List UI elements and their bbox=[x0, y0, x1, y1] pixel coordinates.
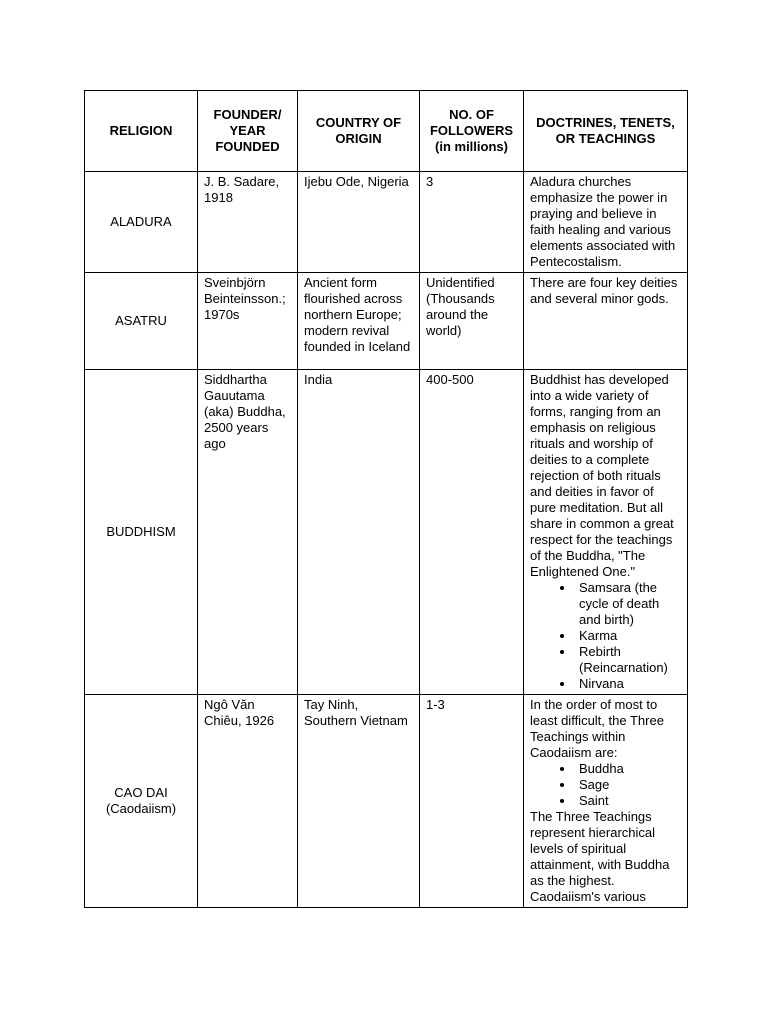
founder-cell: Siddhartha Gauutama (aka) Buddha, 2500 years ago bbox=[198, 370, 298, 695]
religion-cell: BUDDHISM bbox=[85, 370, 198, 695]
header-row bbox=[85, 91, 688, 172]
founder-cell: Sveinbjörn Beinteinsson.; 1970s bbox=[198, 273, 298, 370]
table-row bbox=[85, 172, 688, 273]
doctrines-text: In the order of most to least difficult, the Three Teachings within Caodaiism are: bbox=[530, 697, 664, 760]
doctrines-text: Buddhist has developed into a wide variety of forms, ranging from an emphasis on religious rituals and worship of deities to a complete rejection of both rituals and deities in favor of pure meditation. But all share in common a great respect for the teachings of the Buddha, "The Enlightened One." bbox=[530, 372, 674, 579]
followers-cell: Unidentified (Thousands around the world) bbox=[420, 273, 524, 370]
header-doctrines: DOCTRINES, TENETS, OR TEACHINGS bbox=[524, 91, 688, 172]
doctrines-cell: There are four key deities and several minor gods. bbox=[524, 273, 688, 370]
doctrines-cell: Aladura churches emphasize the power in praying and believe in faith healing and various elements associated with Pentecostalism. bbox=[524, 172, 688, 273]
header-founder: FOUNDER/ YEAR FOUNDED bbox=[198, 91, 298, 172]
religion-subname: (Caodaiism) bbox=[105, 801, 177, 816]
doctrines-text-continued: The Three Teachings represent hierarchical levels of spiritual attainment, with Buddha as the highest. Caodaiism's various bbox=[530, 809, 670, 904]
country-cell: Ancient form flourished across northern Europe; modern revival founded in Iceland bbox=[298, 273, 420, 370]
doctrines-bullet-list bbox=[530, 761, 681, 809]
doctrines-cell bbox=[524, 695, 688, 908]
list-item: • Samsara (the cycle of death and birth) bbox=[575, 580, 681, 628]
religion-cell: ASATRU bbox=[85, 273, 198, 370]
list-item: • Saint bbox=[575, 793, 681, 809]
followers-cell: 3 bbox=[420, 172, 524, 273]
list-item: • Sage bbox=[575, 777, 681, 793]
founder-cell: J. B. Sadare, 1918 bbox=[198, 172, 298, 273]
header-religion: RELIGION bbox=[85, 91, 198, 172]
religion-cell: ALADURA bbox=[85, 172, 198, 273]
list-item: • Karma bbox=[575, 628, 681, 644]
list-item: • Buddha bbox=[575, 761, 681, 777]
religion-name: CAO DAI bbox=[114, 785, 168, 800]
religions-table bbox=[84, 90, 688, 908]
followers-cell: 400-500 bbox=[420, 370, 524, 695]
doctrines-cell bbox=[524, 370, 688, 695]
list-item: • Nirvana bbox=[575, 676, 681, 692]
table-row bbox=[85, 695, 688, 908]
doctrines-bullet-list bbox=[530, 580, 681, 692]
table-row bbox=[85, 273, 688, 370]
header-country: COUNTRY OF ORIGIN bbox=[298, 91, 420, 172]
founder-cell: Ngô Văn Chiêu, 1926 bbox=[198, 695, 298, 908]
list-item: • Rebirth (Reincarnation) bbox=[575, 644, 681, 676]
table-row bbox=[85, 370, 688, 695]
country-cell: India bbox=[298, 370, 420, 695]
header-followers: NO. OF FOLLOWERS (in millions) bbox=[420, 91, 524, 172]
country-cell: Ijebu Ode, Nigeria bbox=[298, 172, 420, 273]
followers-cell: 1-3 bbox=[420, 695, 524, 908]
religion-cell bbox=[85, 695, 198, 908]
country-cell: Tay Ninh, Southern Vietnam bbox=[298, 695, 420, 908]
